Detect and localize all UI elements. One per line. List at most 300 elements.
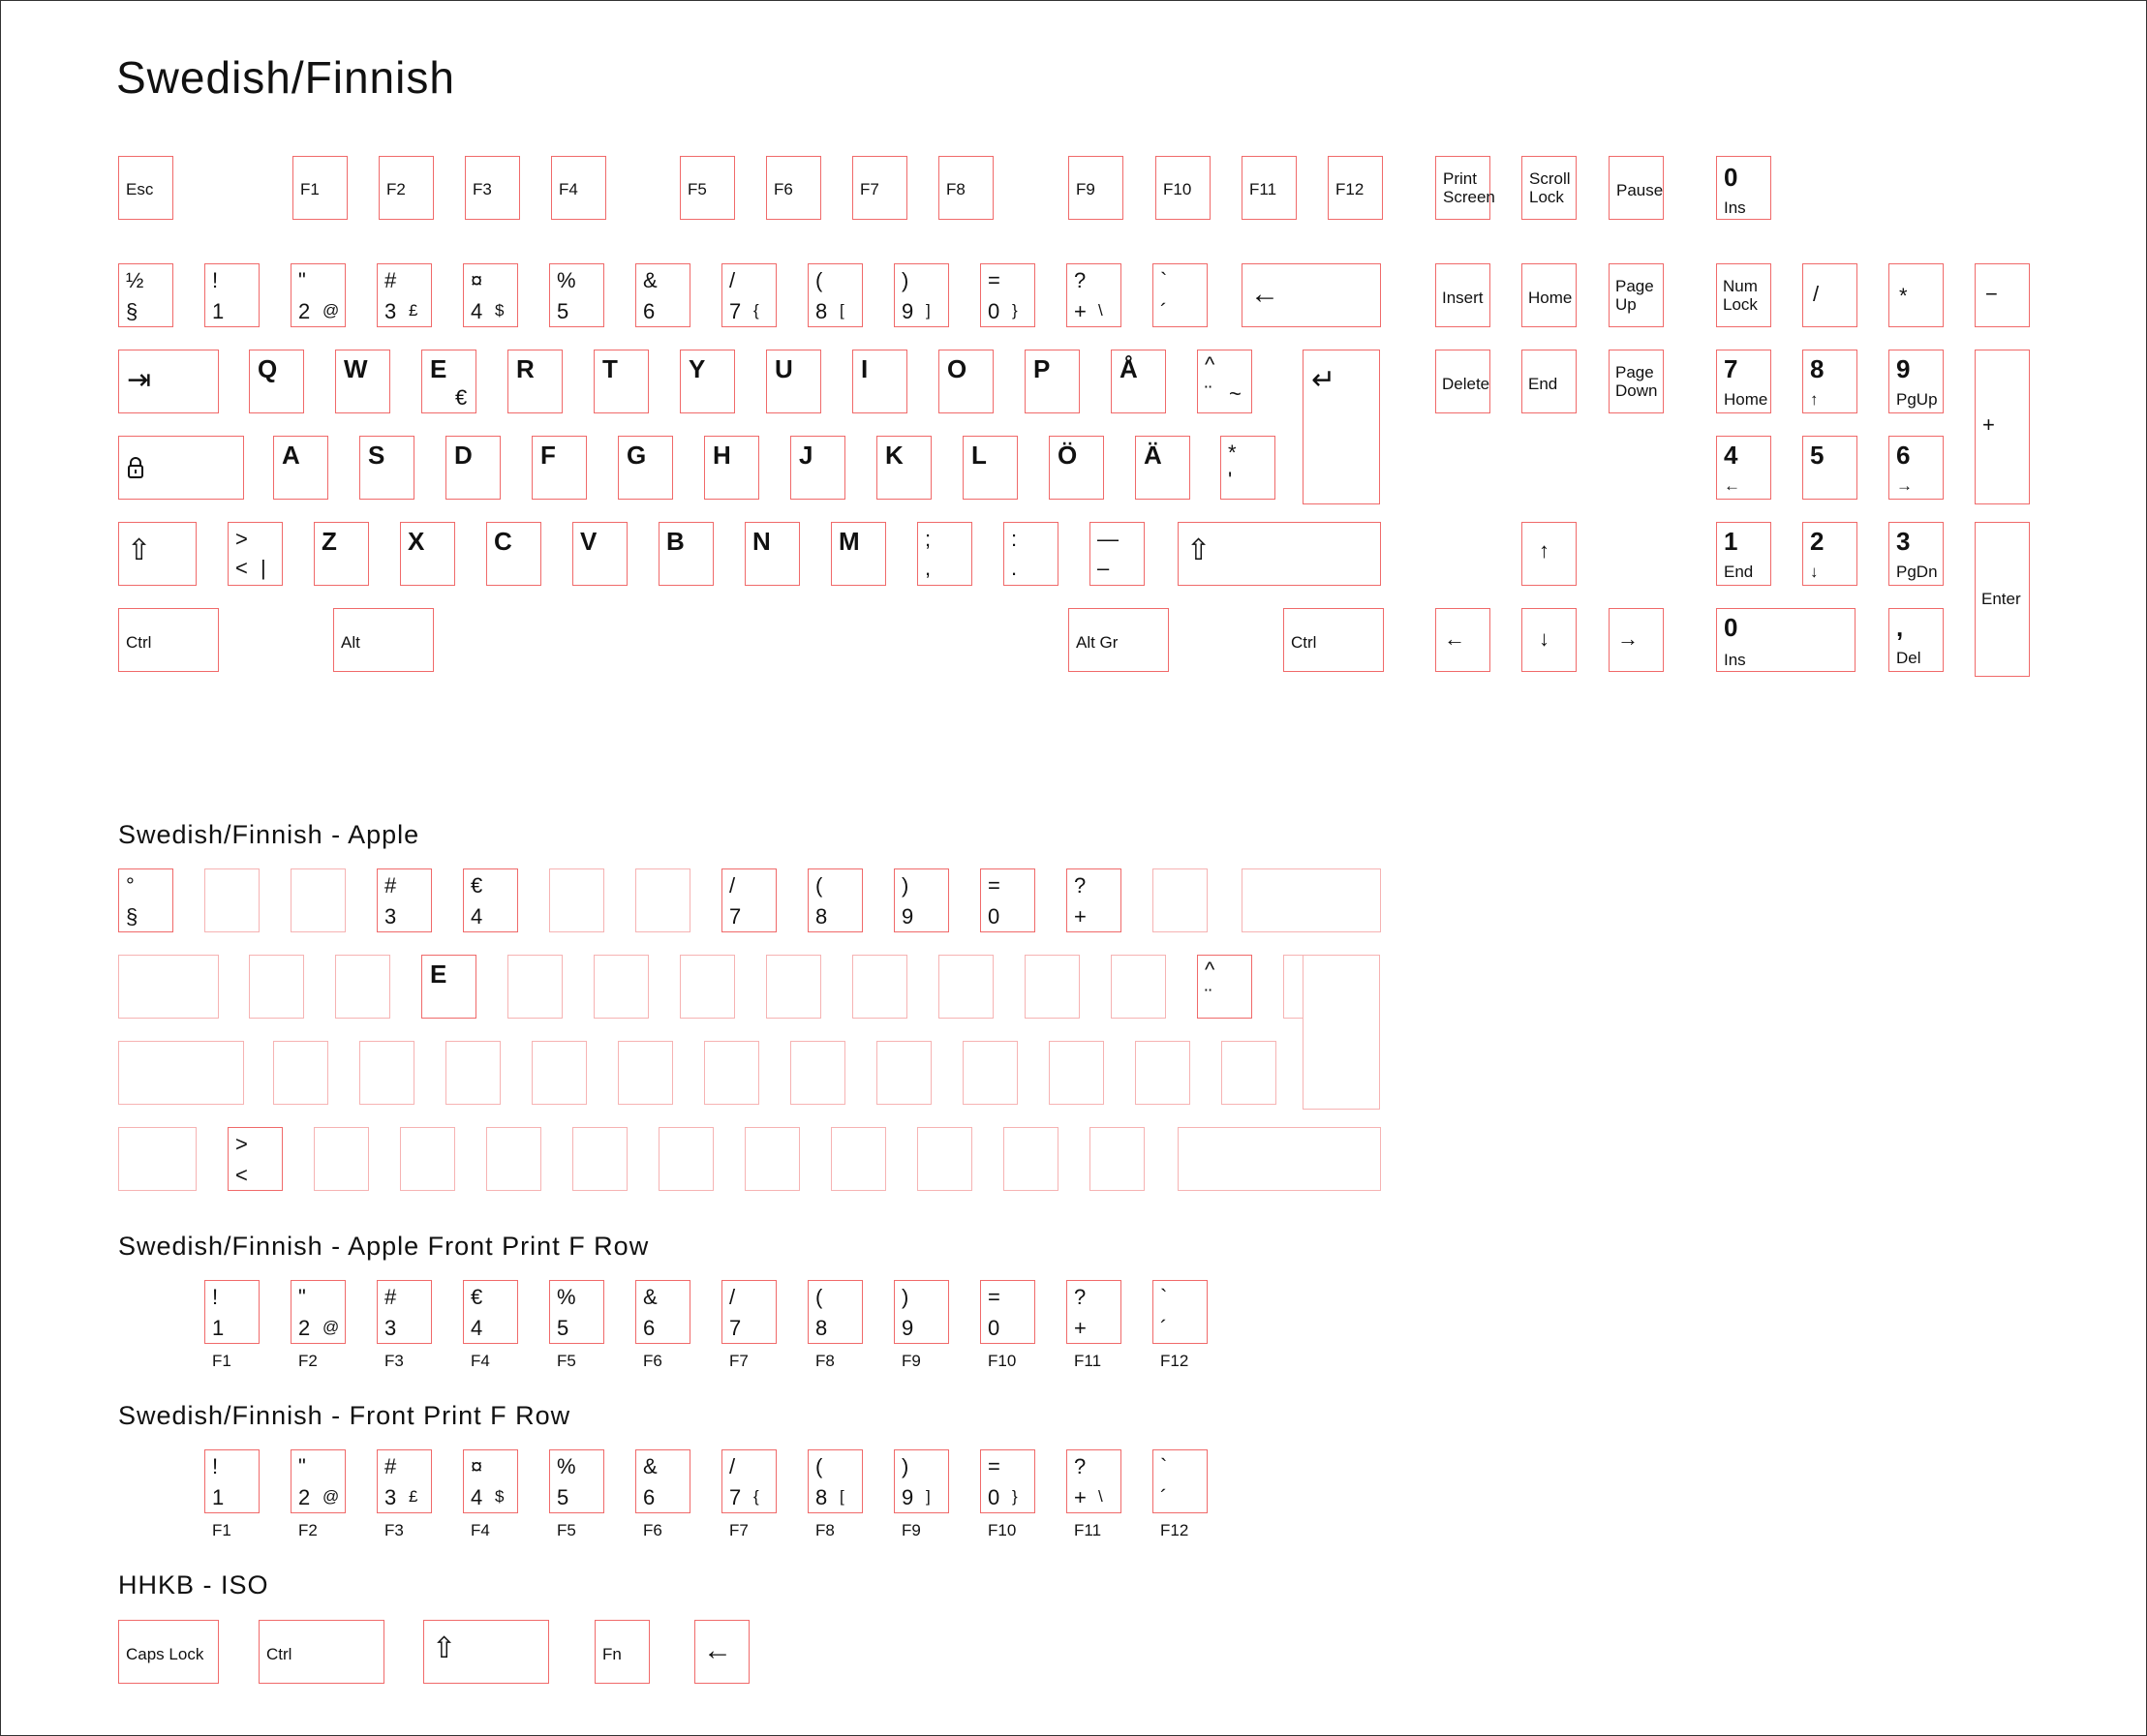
key-i[interactable] <box>852 350 907 413</box>
key-number-row-4[interactable] <box>463 263 518 327</box>
key-z-row-2[interactable] <box>400 522 455 586</box>
apple-number-row-8[interactable] <box>808 868 863 932</box>
key-altgr-legend: \ <box>1098 301 1103 320</box>
apple-q-row-4[interactable] <box>594 955 649 1019</box>
key-f3[interactable] <box>465 156 520 220</box>
front-print-f-label: F9 <box>902 1521 921 1539</box>
key-bottom-legend: 1 <box>212 1485 225 1509</box>
key-u[interactable] <box>766 350 821 413</box>
apple-q-row-11[interactable] <box>1197 955 1252 1019</box>
apple_front-key-6[interactable] <box>721 1280 777 1344</box>
key-top-legend: : <box>1011 527 1018 551</box>
key-z-row-6[interactable] <box>745 522 800 586</box>
key-label: F1 <box>300 180 320 198</box>
key-letter: H <box>713 441 731 470</box>
key-f[interactable] <box>532 436 587 500</box>
key-t[interactable] <box>594 350 649 413</box>
key-numpad-plus[interactable] <box>1975 350 2030 504</box>
key-right-ctrl[interactable] <box>1283 608 1384 672</box>
key-altgr-legend: $ <box>495 301 505 320</box>
apple-a-row-11[interactable] <box>1221 1041 1276 1105</box>
key-altgr-legend: @ <box>322 1487 340 1506</box>
tab-icon: ⇥ <box>127 364 152 396</box>
apple-number-row-6[interactable] <box>635 868 690 932</box>
key-z-row-3[interactable] <box>486 522 541 586</box>
front-print-f-label: F2 <box>298 1352 318 1370</box>
apple-q-row-1[interactable] <box>335 955 390 1019</box>
key-sub-legend: ↓ <box>1810 563 1819 581</box>
key-z-row-5[interactable] <box>659 522 714 586</box>
front-print-f-label: F9 <box>902 1352 921 1370</box>
key-left-alt[interactable] <box>333 608 434 672</box>
apple-number-row-4[interactable] <box>463 868 518 932</box>
key-f9[interactable] <box>1068 156 1123 220</box>
apple_front-key-3[interactable] <box>463 1280 518 1344</box>
apple_front-key-0[interactable] <box>204 1280 260 1344</box>
apple-number-row-2[interactable] <box>291 868 346 932</box>
key-backspace[interactable] <box>1242 263 1381 327</box>
key-insert[interactable] <box>1435 263 1490 327</box>
key-page-up[interactable] <box>1609 263 1664 327</box>
apple_front-key-11[interactable] <box>1152 1280 1208 1344</box>
key-sub-legend: PgDn <box>1896 563 1938 581</box>
key-label: Esc <box>126 180 154 198</box>
key-bottom-legend: 5 <box>557 299 569 323</box>
key-label: F4 <box>559 180 578 198</box>
front-key-6[interactable] <box>721 1449 777 1513</box>
apple_front-key-8[interactable] <box>894 1280 949 1344</box>
apple-enter[interactable] <box>1303 955 1380 1110</box>
key-j[interactable] <box>790 436 845 500</box>
key-top-legend: C <box>494 527 512 556</box>
hhkb-fn[interactable] <box>595 1620 650 1684</box>
key-left-ctrl[interactable] <box>118 608 219 672</box>
apple-a-row-9[interactable] <box>1049 1041 1104 1105</box>
key-bottom-legend: 2 <box>298 299 311 323</box>
key-f12[interactable] <box>1328 156 1383 220</box>
key-numpad-enter[interactable] <box>1975 522 2030 677</box>
front-key-5[interactable] <box>635 1449 690 1513</box>
apple_front-key-2[interactable] <box>377 1280 432 1344</box>
key-bottom-legend: 2 <box>298 1316 311 1340</box>
apple-a-row-1[interactable] <box>359 1041 414 1105</box>
apple-q-row-5[interactable] <box>680 955 735 1019</box>
front-print-f-label: F3 <box>384 1352 404 1370</box>
apple-z-row-7[interactable] <box>831 1127 886 1191</box>
apple-number-row-1[interactable] <box>204 868 260 932</box>
key-label: End <box>1528 375 1558 393</box>
key-number-row-12[interactable] <box>1152 263 1208 327</box>
apple-z-row-1[interactable] <box>314 1127 369 1191</box>
key-number-row-6[interactable] <box>635 263 690 327</box>
key-z-row-9[interactable] <box>1003 522 1058 586</box>
key-arrow-down[interactable] <box>1521 608 1577 672</box>
key-e[interactable] <box>421 350 476 413</box>
heading-apple-front-print: Swedish/Finnish - Apple Front Print F Row <box>118 1232 650 1261</box>
key-f10[interactable] <box>1155 156 1211 220</box>
hhkb-caps-lock[interactable] <box>118 1620 219 1684</box>
front-key-3[interactable] <box>463 1449 518 1513</box>
key-top-legend: ! <box>212 1454 219 1478</box>
key-z-row-10[interactable] <box>1089 522 1145 586</box>
front-print-f-label: F7 <box>729 1352 749 1370</box>
key-alt-gr[interactable] <box>1068 608 1169 672</box>
apple-q-row-7[interactable] <box>852 955 907 1019</box>
key-bottom-legend: 7 <box>729 299 742 323</box>
key-q[interactable] <box>249 350 304 413</box>
key-letter: Q <box>258 354 278 383</box>
key-ö[interactable] <box>1049 436 1104 500</box>
key-label: Num Lock <box>1723 277 1758 314</box>
key-h[interactable] <box>704 436 759 500</box>
apple-z-row-2[interactable] <box>400 1127 455 1191</box>
key-letter: F <box>540 441 556 470</box>
key-number-row-11[interactable] <box>1066 263 1121 327</box>
apple-caps-lock[interactable] <box>118 1041 244 1105</box>
key-altgr-legend: { <box>753 1487 759 1506</box>
key-altgr-legend: @ <box>322 301 340 320</box>
key-main-legend: 3 <box>1896 527 1911 556</box>
apple-right-shift[interactable] <box>1178 1127 1381 1191</box>
key-caps-lock[interactable] <box>118 436 244 500</box>
key-right-shift[interactable] <box>1178 522 1381 586</box>
key-bottom-legend: 2 <box>298 1485 311 1509</box>
key-home[interactable] <box>1521 263 1577 327</box>
key-numpad-n1[interactable] <box>1716 522 1771 586</box>
apple-a-row-2[interactable] <box>445 1041 501 1105</box>
key-k[interactable] <box>876 436 932 500</box>
hhkb-shift[interactable] <box>423 1620 549 1684</box>
key-sub-legend: ← <box>1724 476 1740 495</box>
key-main-legend: 9 <box>1896 354 1911 383</box>
key-number-row-9[interactable] <box>894 263 949 327</box>
key-top-legend: ? <box>1074 1454 1087 1478</box>
key-top-legend: = <box>988 268 1000 292</box>
apple-z-row-8[interactable] <box>917 1127 972 1191</box>
apple-q-row-9[interactable] <box>1025 955 1080 1019</box>
apple_front-key-9[interactable] <box>980 1280 1035 1344</box>
key-numpad-minus[interactable] <box>1975 263 2030 327</box>
key-bottom-legend: – <box>1097 556 1110 580</box>
apple-q-row-2[interactable] <box>421 955 476 1019</box>
key-end[interactable] <box>1521 350 1577 413</box>
apple-q-row-10[interactable] <box>1111 955 1166 1019</box>
key-altgr-legend: [ <box>840 301 844 320</box>
front-print-f-label: F4 <box>471 1521 490 1539</box>
key-bottom-legend: 3 <box>384 1485 397 1509</box>
key-numpad-n5[interactable] <box>1802 436 1857 500</box>
apple-number-row-5[interactable] <box>549 868 604 932</box>
apple_front-key-7[interactable] <box>808 1280 863 1344</box>
key-f5[interactable] <box>680 156 735 220</box>
apple-q-row-8[interactable] <box>938 955 994 1019</box>
key-top-legend: ) <box>902 873 909 898</box>
key-top-legend: ( <box>815 873 823 898</box>
key-s[interactable] <box>359 436 414 500</box>
key-bottom-legend: 1 <box>212 1316 225 1340</box>
key-caret-umlaut[interactable] <box>1197 350 1252 413</box>
key-bottom-legend: 4 <box>471 1316 483 1340</box>
key-f11[interactable] <box>1242 156 1297 220</box>
front-key-11[interactable] <box>1152 1449 1208 1513</box>
key-number-row-7[interactable] <box>721 263 777 327</box>
key-label: F3 <box>473 180 492 198</box>
key-main-legend: 1 <box>1724 527 1738 556</box>
front-key-0[interactable] <box>204 1449 260 1513</box>
key-bottom-legend: + <box>1074 904 1087 929</box>
key-scroll-lock[interactable] <box>1521 156 1577 220</box>
key-sub-legend: Ins <box>1724 198 1746 217</box>
apple-number-row-3[interactable] <box>377 868 432 932</box>
key-altgr-legend: ] <box>926 1487 931 1506</box>
key-f1[interactable] <box>292 156 348 220</box>
apple-z-row-3[interactable] <box>486 1127 541 1191</box>
key-numpad-ins-top[interactable] <box>1716 156 1771 220</box>
key-label: F10 <box>1163 180 1192 198</box>
key-top-legend: ! <box>212 268 219 292</box>
key-bottom-legend: 9 <box>902 1485 914 1509</box>
key-å[interactable] <box>1111 350 1166 413</box>
key-top-legend: % <box>557 1454 576 1478</box>
key-altgr-legend: } <box>1012 1487 1018 1506</box>
key-bottom-legend: 1 <box>212 299 225 323</box>
key-top-legend: N <box>752 527 771 556</box>
key-top-legend: = <box>988 873 1000 898</box>
key-g[interactable] <box>618 436 673 500</box>
key-main-legend: 4 <box>1724 441 1738 470</box>
key-a[interactable] <box>273 436 328 500</box>
key-label: Ctrl <box>126 633 152 652</box>
key-bottom-legend: 0 <box>988 904 1000 929</box>
apple-backspace[interactable] <box>1242 868 1381 932</box>
key-arrow-right[interactable] <box>1609 608 1664 672</box>
key-num-lock[interactable] <box>1716 263 1771 327</box>
key-esc[interactable] <box>118 156 173 220</box>
key-tab[interactable] <box>118 350 219 413</box>
key-top-legend: € <box>471 873 483 898</box>
key-asterisk-apostrophe[interactable] <box>1220 436 1275 500</box>
key-main-legend: 0 <box>1724 163 1738 192</box>
key-bottom-legend: 4 <box>471 1485 483 1509</box>
key-f8[interactable] <box>938 156 994 220</box>
key-letter: O <box>947 354 967 383</box>
key-sub-legend: → <box>1896 476 1913 495</box>
key-letter: E <box>430 354 447 383</box>
apple-a-row-10[interactable] <box>1135 1041 1190 1105</box>
key-label: Alt Gr <box>1076 633 1119 652</box>
front-key-10[interactable] <box>1066 1449 1121 1513</box>
key-top-legend: ; <box>925 527 932 551</box>
shift-icon: ⇧ <box>432 1632 457 1664</box>
key-numpad-n3[interactable] <box>1888 522 1944 586</box>
key-label: F5 <box>688 180 707 198</box>
apple-number-row-7[interactable] <box>721 868 777 932</box>
page-title: Swedish/Finnish <box>116 52 455 103</box>
apple-z-row-5[interactable] <box>659 1127 714 1191</box>
key-number-row-10[interactable] <box>980 263 1035 327</box>
front-key-4[interactable] <box>549 1449 604 1513</box>
key-letter: Ö <box>1058 441 1078 470</box>
hhkb-ctrl[interactable] <box>259 1620 384 1684</box>
key-z-row-7[interactable] <box>831 522 886 586</box>
key-numpad-n6[interactable] <box>1888 436 1944 500</box>
key-f6[interactable] <box>766 156 821 220</box>
key-p[interactable] <box>1025 350 1080 413</box>
key-numpad-n2[interactable] <box>1802 522 1857 586</box>
key-z-row-8[interactable] <box>917 522 972 586</box>
key-print-screen[interactable] <box>1435 156 1495 220</box>
apple-number-row-11[interactable] <box>1066 868 1121 932</box>
key-main-legend: 7 <box>1724 354 1738 383</box>
front-print-f-label: F3 <box>384 1521 404 1539</box>
key-z-row-0[interactable] <box>228 522 283 586</box>
key-top-legend: X <box>408 527 425 556</box>
key-bottom-legend: 8 <box>815 904 828 929</box>
key-bottom-legend: 7 <box>729 1316 742 1340</box>
key-label: Delete <box>1442 375 1490 393</box>
apple-a-row-5[interactable] <box>704 1041 759 1105</box>
front-print-f-label: F5 <box>557 1352 576 1370</box>
apple-number-row-10[interactable] <box>980 868 1035 932</box>
key-number-row-0[interactable] <box>118 263 173 327</box>
front-key-2[interactable] <box>377 1449 432 1513</box>
key-enter[interactable] <box>1303 350 1380 504</box>
heading-front-print: Swedish/Finnish - Front Print F Row <box>118 1401 571 1430</box>
key-bottom-legend: 0 <box>988 1485 1000 1509</box>
apple_front-key-4[interactable] <box>549 1280 604 1344</box>
apple-a-row-4[interactable] <box>618 1041 673 1105</box>
apple-number-row-0[interactable] <box>118 868 173 932</box>
key-top-legend: ( <box>815 268 823 292</box>
key-arrow-left[interactable] <box>1435 608 1490 672</box>
apple-z-row-9[interactable] <box>1003 1127 1058 1191</box>
apple-a-row-3[interactable] <box>532 1041 587 1105</box>
front-print-f-label: F8 <box>815 1521 835 1539</box>
key-number-row-1[interactable] <box>204 263 260 327</box>
key-z-row-1[interactable] <box>314 522 369 586</box>
apple-z-row-6[interactable] <box>745 1127 800 1191</box>
key-bottom-legend: + <box>1074 299 1087 323</box>
apple-q-row-3[interactable] <box>507 955 563 1019</box>
front-key-9[interactable] <box>980 1449 1035 1513</box>
key-label: Enter <box>1981 590 2021 608</box>
key-bottom-legend: ¨ <box>1205 381 1212 406</box>
key-bottom-legend: ' <box>1228 468 1233 492</box>
lock-icon <box>127 456 144 479</box>
key-top-legend: V <box>580 527 598 556</box>
key-bottom-legend: 6 <box>643 299 656 323</box>
key-d[interactable] <box>445 436 501 500</box>
key-r[interactable] <box>507 350 563 413</box>
shift-icon: ⇧ <box>1186 534 1212 566</box>
key-number-row-3[interactable] <box>377 263 432 327</box>
key-label: F6 <box>774 180 793 198</box>
key-arrow-up[interactable] <box>1521 522 1577 586</box>
apple-number-row-9[interactable] <box>894 868 949 932</box>
key-top-legend: ) <box>902 1454 909 1478</box>
key-o[interactable] <box>938 350 994 413</box>
apple-z-row-10[interactable] <box>1089 1127 1145 1191</box>
key-top-legend: > <box>235 1132 248 1156</box>
key-delete[interactable] <box>1435 350 1490 413</box>
key-numpad-n8[interactable] <box>1802 350 1857 413</box>
apple-a-row-6[interactable] <box>790 1041 845 1105</box>
apple-q-row-0[interactable] <box>249 955 304 1019</box>
key-label: F11 <box>1249 180 1277 198</box>
key-y[interactable] <box>680 350 735 413</box>
key-top-legend: ` <box>1160 268 1168 292</box>
front-print-f-label: F10 <box>988 1352 1017 1370</box>
key-letter: P <box>1033 354 1051 383</box>
key-number-row-2[interactable] <box>291 263 346 327</box>
apple-tab[interactable] <box>118 955 219 1019</box>
apple-a-row-0[interactable] <box>273 1041 328 1105</box>
key-f2[interactable] <box>379 156 434 220</box>
backspace-icon: ← <box>1250 278 1279 310</box>
apple-z-row-0[interactable] <box>228 1127 283 1191</box>
front-key-7[interactable] <box>808 1449 863 1513</box>
key-numpad-n7[interactable] <box>1716 350 1771 413</box>
key-bottom-legend: 9 <box>902 299 914 323</box>
apple-left-shift[interactable] <box>118 1127 197 1191</box>
key-page-down[interactable] <box>1609 350 1664 413</box>
key-f4[interactable] <box>551 156 606 220</box>
key-top-legend: — <box>1097 527 1119 551</box>
key-ä[interactable] <box>1135 436 1190 500</box>
key-w[interactable] <box>335 350 390 413</box>
apple_front-key-1[interactable] <box>291 1280 346 1344</box>
key-top-legend: % <box>557 1285 576 1309</box>
apple-z-row-4[interactable] <box>572 1127 628 1191</box>
key-number-row-8[interactable] <box>808 263 863 327</box>
key-number-row-5[interactable] <box>549 263 604 327</box>
key-letter: R <box>516 354 535 383</box>
key-numpad-ndot[interactable] <box>1888 608 1944 672</box>
front-key-1[interactable] <box>291 1449 346 1513</box>
key-bottom-legend: § <box>126 904 138 929</box>
apple-a-row-8[interactable] <box>963 1041 1018 1105</box>
key-left-shift[interactable] <box>118 522 197 586</box>
key-numpad-n9[interactable] <box>1888 350 1944 413</box>
front-key-8[interactable] <box>894 1449 949 1513</box>
key-top-legend: / <box>729 1285 736 1309</box>
key-top-legend: Z <box>322 527 337 556</box>
key-numpad-multiply[interactable] <box>1888 263 1944 327</box>
key-pause[interactable] <box>1609 156 1664 220</box>
hhkb-backspace[interactable] <box>694 1620 750 1684</box>
apple-number-row-12[interactable] <box>1152 868 1208 932</box>
key-numpad-divide[interactable] <box>1802 263 1857 327</box>
key-top-legend: & <box>643 1285 658 1309</box>
key-f7[interactable] <box>852 156 907 220</box>
key-label: Home <box>1528 289 1573 307</box>
key-label: Insert <box>1442 289 1484 307</box>
apple-a-row-7[interactable] <box>876 1041 932 1105</box>
key-top-legend: M <box>839 527 860 556</box>
apple_front-key-10[interactable] <box>1066 1280 1121 1344</box>
key-bottom-legend: . <box>1011 556 1018 580</box>
key-top-legend: ^ <box>1205 958 1215 982</box>
key-z-row-4[interactable] <box>572 522 628 586</box>
key-numpad-0[interactable] <box>1716 608 1856 672</box>
apple_front-key-5[interactable] <box>635 1280 690 1344</box>
key-altgr-legend: ] <box>926 301 931 320</box>
front-print-f-label: F2 <box>298 1521 318 1539</box>
apple-q-row-6[interactable] <box>766 955 821 1019</box>
key-numpad-n4[interactable] <box>1716 436 1771 500</box>
key-l[interactable] <box>963 436 1018 500</box>
key-top-legend: # <box>384 1285 397 1309</box>
